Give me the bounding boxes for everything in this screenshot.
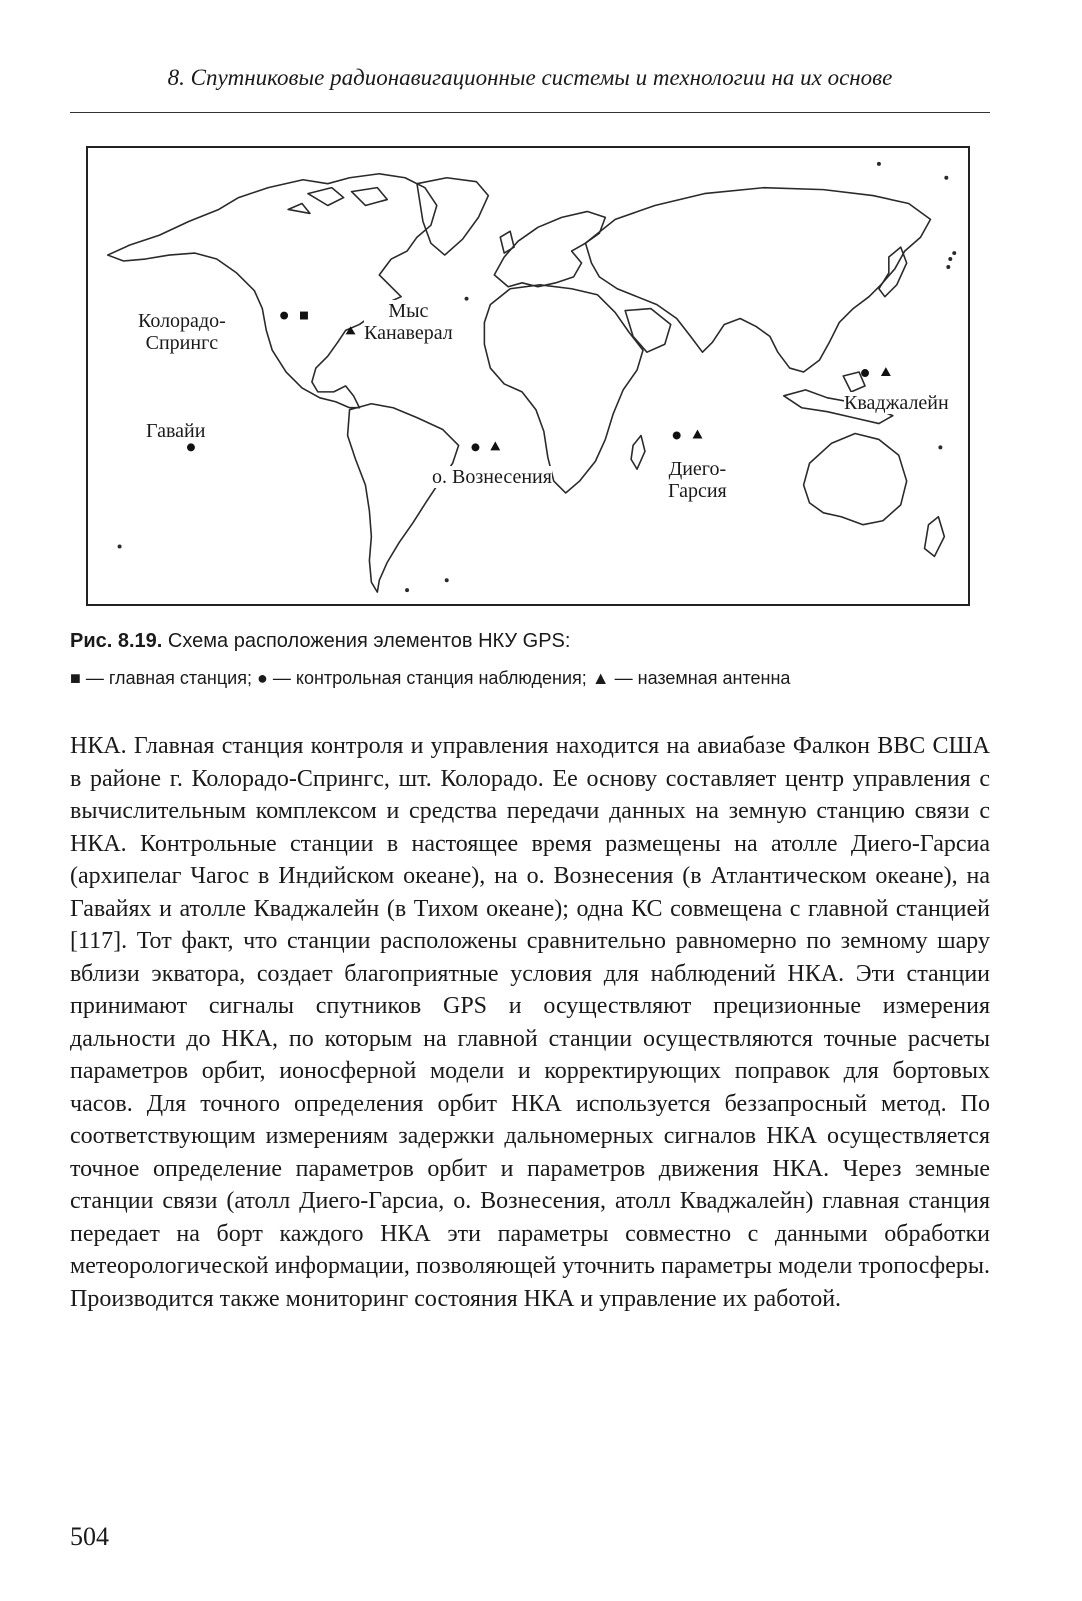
label-hawaii: Гавайи — [146, 420, 206, 442]
africa-outline — [484, 285, 643, 493]
north-america-outline — [108, 174, 437, 408]
world-map-figure — [86, 146, 970, 606]
canada-islands-outline — [288, 188, 387, 214]
island-dot — [465, 297, 469, 301]
master-station-colorado — [300, 312, 308, 320]
island-dot — [948, 257, 952, 261]
antenna-diego-garcia — [693, 430, 703, 439]
monitor-station-kwajalein — [861, 369, 869, 377]
antenna-ascension — [490, 441, 500, 450]
island-dot — [118, 545, 122, 549]
page-number: 504 — [70, 1522, 109, 1551]
figure-legend — [70, 666, 990, 690]
label-colorado-springs: Колорадо- Спрингс — [138, 310, 226, 354]
monitor-station-ascension — [471, 443, 479, 451]
figure-caption-text: Схема расположения элементов НКУ GPS: — [167, 630, 571, 652]
monitor-station-colorado — [280, 312, 288, 320]
figure-number: Рис. 8.19. — [70, 630, 163, 652]
square-icon: ■ — [70, 668, 81, 688]
island-dot — [944, 176, 948, 180]
monitor-station-hawaii — [187, 443, 195, 451]
circle-icon: ● — [256, 668, 268, 688]
madagascar-outline — [631, 435, 645, 469]
australia-outline — [804, 433, 907, 524]
figure-caption — [70, 628, 990, 654]
label-diego-garcia: Диего- Гарсия — [668, 458, 727, 502]
body-text — [70, 730, 990, 1315]
legend-antenna-text: — наземная антенна — [614, 668, 791, 688]
label-ascension: о. Вознесения — [432, 466, 552, 488]
triangle-icon: ▲ — [591, 668, 610, 688]
island-dot — [877, 162, 881, 166]
legend-monitor-text: — контрольная станция наблюдения; — [272, 668, 587, 688]
island-dot — [946, 265, 950, 269]
island-dot — [938, 445, 942, 449]
header-rule — [70, 112, 990, 113]
world-map-outline — [88, 148, 968, 604]
new-zealand-outline — [925, 517, 945, 557]
asia-outline — [585, 188, 930, 372]
britain-outline — [500, 231, 514, 253]
label-cape-canaveral: Мыс Канаверал — [364, 300, 453, 344]
running-title: 8. Спутниковые радионавигационные системы и технологии на их основе — [167, 65, 893, 90]
south-america-outline — [348, 404, 459, 592]
island-dot — [952, 251, 956, 255]
label-kwajalein: Кваджалейн — [844, 392, 949, 414]
antenna-kwajalein — [881, 367, 891, 376]
island-dot — [445, 578, 449, 582]
arabia-outline — [625, 309, 671, 353]
island-dot — [405, 588, 409, 592]
greenland-outline — [417, 178, 488, 255]
legend-master-text: — главная станция; — [85, 668, 252, 688]
monitor-station-diego-garcia — [673, 432, 681, 440]
body-paragraph: НКА. Главная станция контроля и управления находится на авиабазе Фалкон ВВС США в районе г. Колорадо-Спрингс, шт. Колорадо. Ее основу составляет центр управления с вычислительным комплексом и средства передачи данных на земную станцию связи с НКА. Контрольные станции в настоящее время размещены на атолле Диего-Гарсиа (архипелаг Чагос в Индийском океане), на о. Вознесения (в Атлантическом океане), на Гавайях и атолле Кваджалейн (в Тихом океане); одна КС совмещена с главной станцией [117]. Тот факт, что станции расположены сравнительно равномерно по земному шару вблизи экватора, создает благоприятные условия для наблюдений НКА. Эти станции принимают сигналы спутников GPS и осуществляют прецизионные измерения дальности до НКА, по которым на главной станции осуществляются точные расчеты параметров орбит, ионосферной модели и корректирующих поправок для бортовых часов. Для точного определения орбит НКА используется беззапросный метод. По соответствующим измерениям задержки дальномерных сигналов НКА осуществляется точное определение параметров орбит и параметров движения НКА. Через земные станции связи (атолл Диего-Гарсиа, о. Вознесения, атолл Кваджалейн) главная станция передает на борт каждого НКА эти параметры совместно с данными обработки метеорологической информации, позволяющей уточнить параметры модели тропосферы. Производится также мониторинг состояния НКА и управление их работой. — [70, 733, 990, 1312]
